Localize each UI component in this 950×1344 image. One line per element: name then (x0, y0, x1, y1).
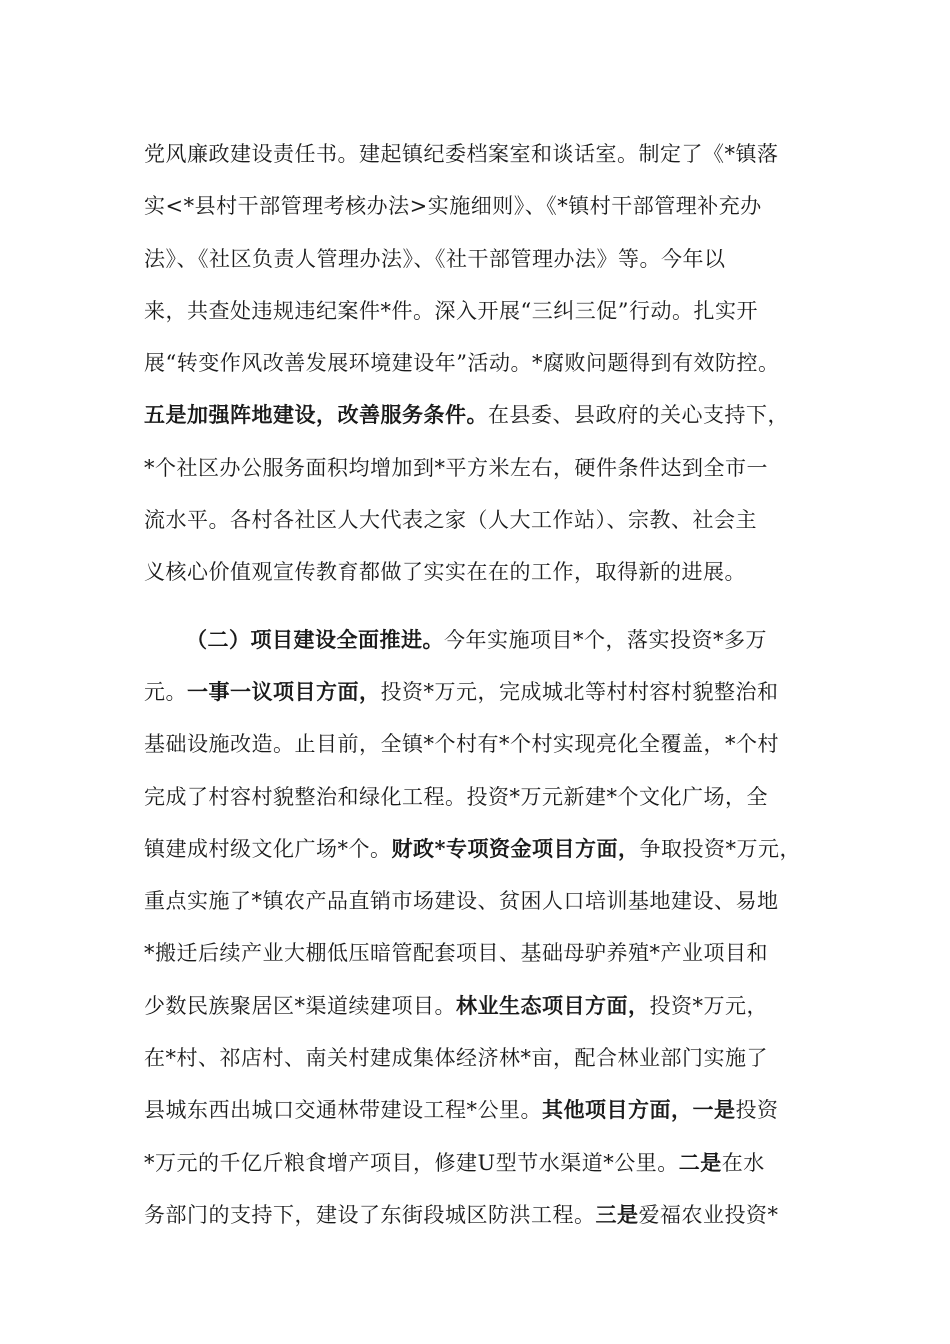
bold-text-run: 一是 (692, 1097, 736, 1123)
text-run: 在县委、县政府的关心支持下， (488, 403, 789, 428)
text-run: 县城东西出城口交通林带建设工程*公里。 (144, 1098, 542, 1123)
text-run: 来，共查处违规违纪案件*件。深入开展“三纠三促”行动。扎实开 (144, 298, 758, 323)
text-run: 重点实施了*镇农产品直销市场建设、贫困人口培训基地建设、易地 (144, 889, 779, 914)
bold-text-run: 五是加强阵地建设，改善服务条件。 (144, 402, 488, 428)
paragraph-2 (144, 614, 824, 1242)
text-run: 争取投资*万元， (639, 836, 801, 861)
bold-text-run: 二是 (678, 1149, 722, 1175)
text-line (144, 494, 824, 546)
text-run: 党风廉政建设责任书。建起镇纪委档案室和谈话室。制定了《*镇落 (144, 142, 779, 166)
text-run: 在*村、祁店村、南关村建成集体经济林*亩，配合林业部门实施了 (144, 1046, 768, 1071)
text-line (144, 1032, 824, 1084)
text-line (144, 980, 824, 1032)
text-run: 少数民族聚居区*渠道续建项目。 (144, 993, 456, 1018)
text-line (144, 285, 824, 337)
bold-text-run: 其他项目方面， (542, 1097, 693, 1123)
text-line (144, 128, 824, 180)
text-run: 基础设施改造。止目前，全镇*个村有*个村实现亮化全覆盖，*个村 (144, 732, 779, 757)
text-run: 完成了村容村貌整治和绿化工程。投资*万元新建*个文化广场，全 (144, 784, 768, 809)
text-line (144, 1084, 824, 1136)
text-run: 流水平。各村各社区人大代表之家（人大工作站）、宗教、社会主 (144, 508, 757, 533)
text-run: 义核心价值观宣传教育都做了实实在在的工作，取得新的进展。 (144, 560, 746, 585)
text-line (144, 771, 824, 823)
paragraph-1 (144, 128, 824, 599)
text-run: 法》、《社区负责人管理办法》、《社干部管理办法》等。今年以 (144, 246, 726, 271)
text-run: 投资*万元， (649, 993, 768, 1018)
bold-text-run: 林业生态项目方面， (456, 992, 650, 1018)
bold-text-run: （二）项目建设全面推进。 (186, 626, 444, 652)
bold-text-run: 三是 (595, 1201, 639, 1227)
bold-text-run: 一事一议项目方面， (187, 678, 381, 704)
text-run: 展“转变作风改善发展环境建设年”活动。*腐败问题得到有效防控。 (144, 351, 780, 376)
text-line (144, 927, 824, 979)
text-line (144, 666, 824, 718)
text-line (144, 1189, 824, 1241)
text-run: 投资*万元，完成城北等村村容村貌整治和 (380, 679, 779, 704)
bold-text-run: 财政*专项资金项目方面， (391, 835, 640, 861)
text-run: 在水 (721, 1150, 765, 1175)
text-run: 元。 (144, 679, 187, 704)
text-line (144, 442, 824, 494)
text-run: *搬迁后续产业大棚低压暗管配套项目、基础母驴养殖*产业项目和 (144, 941, 768, 966)
text-run: 投资 (735, 1098, 779, 1123)
text-line (144, 546, 824, 598)
text-line (144, 389, 824, 441)
document-page (144, 128, 824, 1241)
text-run: 务部门的支持下，建设了东街段城区防洪工程。 (144, 1202, 596, 1227)
text-run: *个社区办公服务面积均增加到*平方米左右，硬件条件达到全市一 (144, 455, 768, 480)
text-run: 今年实施项目*个，落实投资*多万 (444, 627, 767, 652)
text-line (144, 875, 824, 927)
text-run: 镇建成村级文化广场*个。 (144, 836, 392, 861)
text-line (144, 233, 824, 285)
text-line (144, 823, 824, 875)
text-run: *万元的千亿斤粮食增产项目，修建U型节水渠道*公里。 (144, 1150, 679, 1175)
text-run: 爱福农业投资* (638, 1202, 779, 1227)
text-line (144, 180, 824, 232)
text-line (144, 718, 824, 770)
text-line (144, 614, 824, 666)
text-run: 实<*县村干部管理考核办法>实施细则》、《*镇村干部管理补充办 (144, 194, 762, 219)
text-line (144, 1137, 824, 1189)
text-line (144, 337, 824, 389)
